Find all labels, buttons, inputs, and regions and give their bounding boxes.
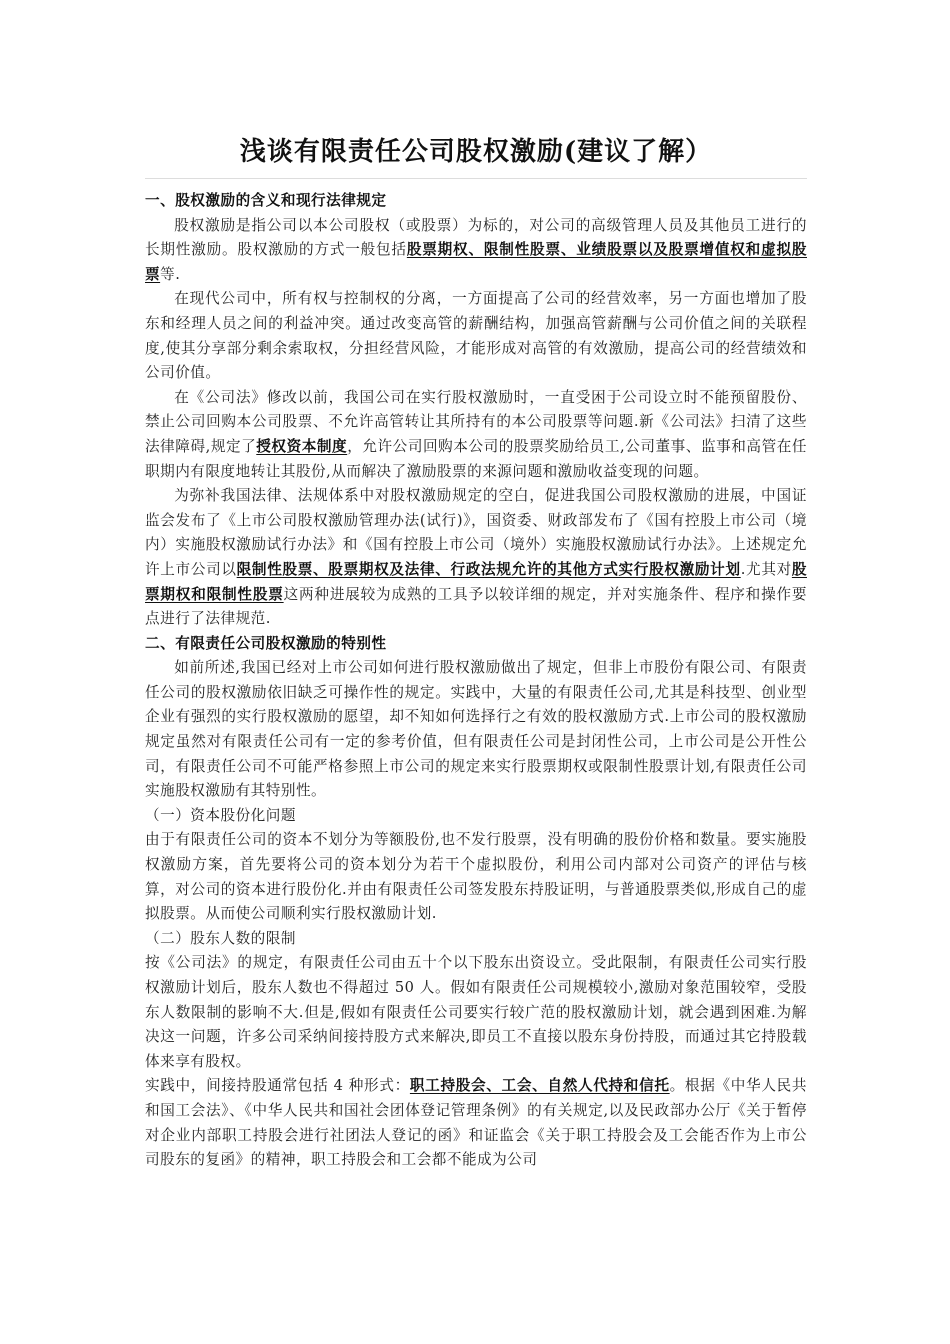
document-title: 浅谈有限责任公司股权激励(建议了解） (239, 137, 713, 167)
paragraph (145, 951, 807, 1074)
title-divider (145, 178, 807, 179)
text-run: ，允许公司回购本公司的股票奖励给员工,公司董事、监事和高管在任职期内有限度地转让其股份,从而解决了激励股票的来源问题和激励收益变现的问题。 (145, 437, 807, 480)
paragraph (145, 287, 807, 385)
emphasized-term: 职工持股会、工会、自然人代持和信托 (409, 1077, 670, 1095)
subsection-heading-1 (145, 804, 807, 829)
emphasized-term: 授权资本制度 (256, 437, 348, 455)
paragraph (145, 1074, 807, 1172)
emphasized-term: 限制性股票、股票期权及法律、行政法规允许的其他方式实行股权激励计划 (236, 560, 741, 578)
text-run: 等. (160, 265, 181, 283)
text-run: 按《公司法》的规定，有限责任公司由五十个以下股东出资设立。受此限制，有限责任公司实行股权激励计划后，股东人数也不得超过 50 人。假如有限责任公司规模较小,激励对象范围较窄，受股东人数限制的影响不大.但是,假如有限责任公司要实行较广范的股权激励计划，就会遇到困难.为解决这一问题，许多公司采纳间接持股方式来解决,即员工不直接以股东身份持股，而通过其它持股载体来享有股权。 (145, 954, 807, 1070)
document-page (145, 132, 807, 1173)
text-run: 在《公司法》修改以前，我国公司在实行股权激励时，一直受困于公司设立时不能预留股份、禁止公司回购本公司股票、不允许高管转让其所持有的本公司股票等问题.新《公司法》扫清了这些法律障碍,规定了 (145, 388, 807, 455)
section-heading-1 (145, 189, 807, 214)
text-run: 为弥补我国法律、法规体系中对股权激励规定的空白，促进我国公司股权激励的进展，中国证监会发布了《上市公司股权激励管理办法(试行)》，国资委、财政部发布了《国有控股上市公司（境内）实施股权激励试行办法》和《国有控股上市公司（境外）实施股权激励试行办法》。上述规定允许上市公司以 (145, 487, 807, 578)
text-run: 实践中，间接持股通常包括 4 种形式： (145, 1077, 410, 1095)
paragraph (145, 484, 807, 632)
subsection-heading-2 (145, 927, 807, 952)
text-run: （一）资本股份化问题 (145, 806, 296, 824)
paragraph (145, 656, 807, 804)
paragraph (145, 214, 807, 288)
section-heading-2 (145, 632, 807, 657)
emphasized-term: 股票期权、限制性股票、业绩股票以及股票增值权和虚拟股票 (145, 241, 807, 283)
paragraph (145, 386, 807, 484)
text-run: 二、有限责任公司股权激励的特别性 (145, 634, 387, 652)
emphasized-term: 股票期权和限制性股票 (145, 560, 807, 603)
text-run: 股权激励是指公司以本公司股权（或股票）为标的，对公司的高级管理人员及其他员工进行的长期性激励。股权激励的方式一般包括 (145, 216, 807, 259)
text-run: 。根据《中华人民共和国工会法》、《中华人民共和国社会团体登记管理条例》的有关规定,以及民政部办公厅《关于暂停对企业内部职工持股会进行社团法人登记的函》和证监会《关于职工持股会及工会能否作为上市公司股东的复函》的精神，职工持股会和工会都不能成为公司 (145, 1077, 807, 1169)
text-run: .尤其对 (740, 560, 792, 578)
text-run: （二）股东人数的限制 (145, 929, 296, 947)
document-body (145, 189, 807, 1173)
text-run: 如前所述,我国已经对上市公司如何进行股权激励做出了规定，但非上市股份有限公司、有限责任公司的股权激励依旧缺乏可操作性的规定。实践中，大量的有限责任公司,尤其是科技型、创业型企业有强烈的实行股权激励的愿望，却不知如何选择行之有效的股权激励方式.上市公司的股权激励规定虽然对有限责任公司有一定的参考价值，但有限责任公司是封闭性公司，上市公司是公开性公司，有限责任公司不可能严格参照上市公司的规定来实行股票期权或限制性股票计划,有限责任公司实施股权激励有其特别性。 (145, 659, 807, 800)
paragraph (145, 828, 807, 926)
text-run: 一、股权激励的含义和现行法律规定 (145, 192, 387, 209)
text-run: 由于有限责任公司的资本不划分为等额股份,也不发行股票，没有明确的股份价格和数量。要实施股权激励方案，首先要将公司的资本划分为若干个虚拟股份，利用公司内部对公司资产的评估与核算，对公司的资本进行股份化.并由有限责任公司签发股东持股证明，与普通股票类似,形成自己的虚拟股票。从而使公司顺利实行股权激励计划. (145, 831, 807, 923)
text-run: 在现代公司中，所有权与控制权的分离，一方面提高了公司的经营效率，另一方面也增加了股东和经理人员之间的利益冲突。通过改变高管的薪酬结构，加强高管薪酬与公司价值之间的关联程度,使其分享部分剩余索取权，分担经营风险，才能形成对高管的有效激励，提高公司的经营绩效和公司价值。 (145, 290, 807, 382)
text-run: 这两种进展较为成熟的工具予以较详细的规定，并对实施条件、程序和操作要点进行了法律规范. (145, 585, 807, 628)
